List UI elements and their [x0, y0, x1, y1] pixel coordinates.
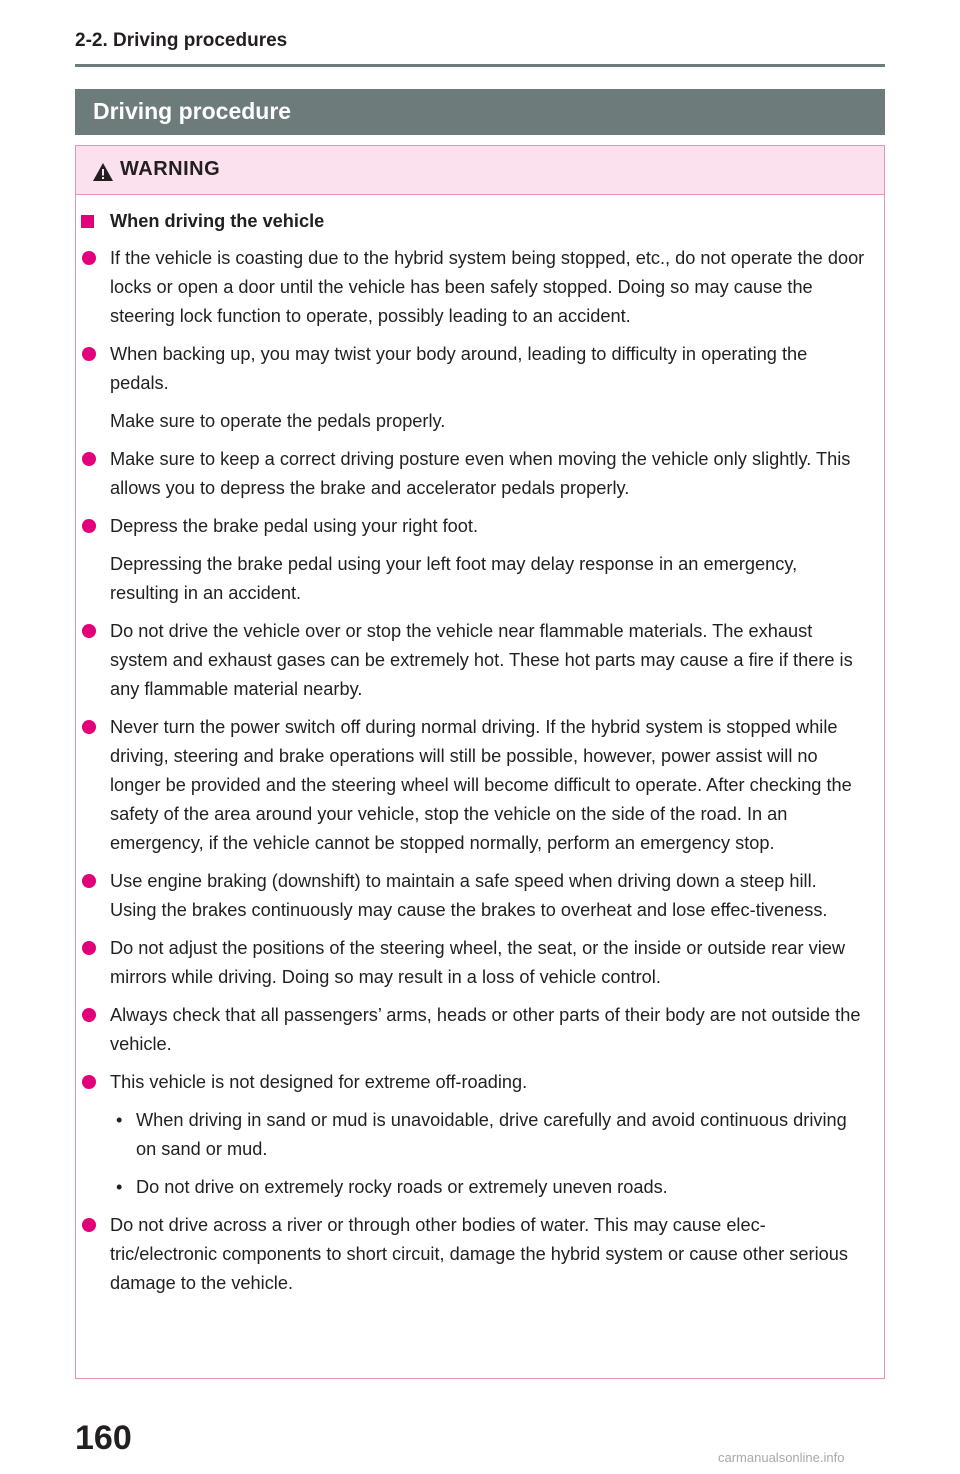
warning-content	[76, 195, 884, 1298]
warning-header	[76, 146, 884, 195]
warning-item	[110, 1068, 868, 1202]
warning-label: WARNING	[120, 158, 221, 180]
warning-item	[110, 244, 868, 331]
item-text: Always check that all passengers’ arms, heads or other parts of their body are not outside the vehicle.	[110, 1005, 861, 1054]
item-text: Use engine braking (downshift) to maintain a safe speed when driving down a steep hill. Using the brakes continuously may cause the brakes to overheat and lose effec-tiveness.	[110, 871, 828, 920]
item-text: Make sure to keep a correct driving posture even when moving the vehicle only slightly. This allows you to depress the brake and accelerator pedals properly.	[110, 449, 851, 498]
item-text: Do not drive the vehicle over or stop the vehicle near flammable materials. The exhaust system and exhaust gases can be extremely hot. These hot parts may cause a fire if there is any flammable material nearby.	[110, 621, 853, 699]
warning-item	[110, 867, 868, 925]
item-text: This vehicle is not designed for extreme off-roading.	[110, 1072, 528, 1092]
item-text: When backing up, you may twist your body around, leading to difficulty in operating the pedals.	[110, 344, 808, 393]
item-text: Do not adjust the positions of the steering wheel, the seat, or the inside or outside rear view mirrors while driving. Doing so may result in a loss of vehicle control.	[110, 938, 845, 987]
section-header: 2-2. Driving procedures	[75, 30, 288, 51]
warning-item	[110, 512, 868, 608]
warning-item	[110, 445, 868, 503]
section-heading: When driving the vehicle	[110, 207, 868, 236]
item-text: If the vehicle is coasting due to the hybrid system being stopped, etc., do not operate the door locks or open a door until the vehicle has been safely stopped. Doing so may cause the steering lock function to operate, possibly leading to an accident.	[110, 248, 865, 326]
item-note: Make sure to operate the pedals properly.	[110, 411, 446, 431]
warning-item	[110, 1211, 868, 1298]
warning-item	[110, 713, 868, 858]
item-note: Depressing the brake pedal using your left foot may delay response in an emergency, resulting in an accident.	[110, 554, 798, 603]
warning-item	[110, 340, 868, 436]
warning-item	[110, 1001, 868, 1059]
sub-bullet: • When driving in sand or mud is unavoidable, drive carefully and avoid continuous driving on sand or mud.	[110, 1106, 868, 1164]
item-text: Do not drive across a river or through other bodies of water. This may cause elec-tric/electronic components to short circuit, damage the hybrid system or cause other serious damage to the vehicle.	[110, 1215, 848, 1293]
page-number: 160	[75, 1419, 132, 1457]
warning-triangle-icon	[92, 162, 114, 182]
warning-box	[75, 145, 885, 1379]
item-text: Never turn the power switch off during normal driving. If the hybrid system is stopped while driving, steering and brake operations will still be possible, however, power assist will no longer be provided and the steering wheel will become difficult to operate. After checking the safety of the area around your vehicle, stop the vehicle on the side of the road. In an emergency, if the vehicle cannot be stopped normally, perform an emergency stop.	[110, 717, 852, 853]
warning-item	[110, 617, 868, 704]
watermark: carmanualsonline.info	[718, 1450, 845, 1465]
item-text: Depress the brake pedal using your right foot.	[110, 516, 479, 536]
warning-item	[110, 934, 868, 992]
header-rule	[75, 64, 885, 67]
page-title: Driving procedure	[75, 89, 885, 135]
sub-bullet: • Do not drive on extremely rocky roads or extremely uneven roads.	[110, 1173, 868, 1202]
